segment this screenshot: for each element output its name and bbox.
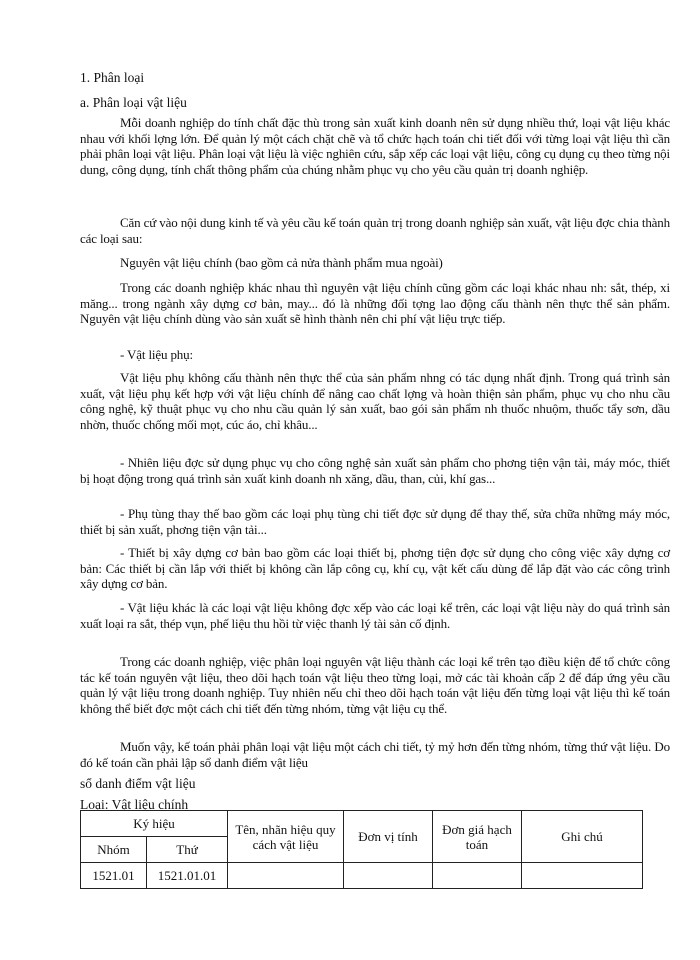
header-kyhieu: Ký hiệu bbox=[81, 811, 228, 837]
cell-ghichu bbox=[522, 863, 643, 889]
header-ten: Tên, nhãn hiệu quy cách vật liệu bbox=[228, 811, 344, 863]
table-header-row bbox=[81, 811, 643, 837]
cell-dongia bbox=[433, 863, 522, 889]
section-heading: 1. Phân loại bbox=[80, 70, 145, 85]
paragraph-detail: Muốn vậy, kế toán phải phân loại vật liệu một cách chi tiết, tỷ mỷ hơn đến từng nhóm, từng thứ vật liệu. Do đó kế toán cần phải lập sổ danh điểm vật liệu bbox=[80, 739, 670, 770]
cell-nhom: 1521.01 bbox=[81, 863, 147, 889]
cell-thu: 1521.01.01 bbox=[147, 863, 228, 889]
header-ghichu: Ghi chú bbox=[522, 811, 643, 863]
paragraph-intro: Mỗi doanh nghiệp do tính chất đặc thù trong sản xuất kinh doanh nên sử dụng nhiều thứ, loại vật liệu khác nhau với khối lợng lớn. Để quản lý một cách chặt chẽ và tổ chức hạch toán chi tiết đối với từng loại vật liệu thì cần phải phân loại vật liệu. Phân loại vật liệu là việc nghiên cứu, sắp xếp các loại vật liệu, công cụ dụng cụ theo từng nội dung, công dụng, tính chất thông phẩm của chúng nhằm phục vụ cho yêu cầu quản trị doanh nghiệp. bbox=[80, 115, 670, 177]
cell-ten bbox=[228, 863, 344, 889]
header-dongia: Đơn giá hạch toán bbox=[433, 811, 522, 863]
paragraph-construction-equipment: - Thiết bị xây dựng cơ bản bao gồm các loại thiết bị, phơng tiện đợc sử dụng cho công việc xây dựng cơ bản: Các thiết bị cần lắp với thiết bị không cần lắp công cụ, khí cụ, vật kết cấu dùng để lắp đặt vào các công trình xây dựng cơ bản. bbox=[80, 545, 670, 592]
paragraph-fuel: - Nhiên liệu đợc sử dụng phục vụ cho công nghệ sản xuất sản phẩm cho phơng tiện vận tải, máy móc, thiết bị hoạt động trong quá trình sản xuất kinh doanh nh xăng, dầu, than, củi, khí gas... bbox=[80, 455, 670, 486]
item-auxiliary-material: - Vật liệu phụ: bbox=[120, 347, 193, 362]
material-catalog-table bbox=[80, 810, 643, 889]
header-donvi: Đơn vị tính bbox=[344, 811, 433, 863]
category-label: Loại: Vật liệu chính bbox=[80, 797, 189, 812]
cell-donvi bbox=[344, 863, 433, 889]
header-nhom: Nhóm bbox=[81, 837, 147, 863]
paragraph-accounting: Trong các doanh nghiệp, việc phân loại nguyên vật liệu thành các loại kể trên tạo điều kiện để tổ chức công tác kế toán nguyên vật liệu, theo dõi hạch toán vật liệu theo từng loại, mở các tài khoản cấp 2 để đáp ứng yêu cầu quản lý vật liệu trong doanh nghiệp. Tuy nhiên nếu chỉ theo dõi hạch toán vật liệu đến từng loại vật liệu thì kế toán không thể biết đợc một cách chi tiết đến từng nhóm, từng vật liệu cụ thể. bbox=[80, 654, 670, 716]
paragraph-classification: Căn cứ vào nội dung kinh tế và yêu cầu kế toán quản trị trong doanh nghiệp sản xuất, vật liệu đợc chia thành các loại sau: bbox=[80, 215, 670, 246]
table-row bbox=[81, 863, 643, 889]
paragraph-auxiliary-material: Vật liệu phụ không cấu thành nên thực thể của sản phẩm nhng có tác dụng nhất định. Trong quá trình sản xuất, vật liệu phụ kết hợp với vật liệu chính để nâng cao chất lợng và hoàn thiện sản phẩm, phục vụ cho nhu cầu công nghệ, kỹ thuật phục vụ cho nhu cầu quản lý sản xuất, bao gói sản phẩm nh thuốc nhuộm, thuốc tẩy sơn, dầu nhờn, thuốc chống mối mọt, cúc áo, chỉ khâu... bbox=[80, 370, 670, 432]
subsection-heading: a. Phân loại vật liệu bbox=[80, 95, 187, 110]
book-title: sổ danh điểm vật liệu bbox=[80, 776, 196, 791]
paragraph-other-materials: - Vật liệu khác là các loại vật liệu không đợc xếp vào các loại kể trên, các loại vật liệu này do quá trình sản xuất loại ra sắt, thép vụn, phế liệu thu hồi từ việc thanh lý tài sản cố định. bbox=[80, 600, 670, 631]
paragraph-spare-parts: - Phụ tùng thay thế bao gồm các loại phụ tùng chi tiết đợc sử dụng để thay thế, sửa chữa những máy móc, thiết bị sản xuất, phơng tiện vận tải... bbox=[80, 506, 670, 537]
item-main-material: Nguyên vật liệu chính (bao gồm cả nửa thành phẩm mua ngoài) bbox=[120, 255, 443, 270]
paragraph-main-material: Trong các doanh nghiệp khác nhau thì nguyên vật liệu chính cũng gồm các loại khác nhau nh: sắt, thép, xi măng... trong ngành xây dựng cơ bản, may... đó là những đối tợng lao động cấu thành nên thực thể sản phẩm. Nguyên vật liệu chính dùng vào sản xuất sẽ hình thành nên chi phí vật liệu trực tiếp. bbox=[80, 280, 670, 327]
header-thu: Thứ bbox=[147, 837, 228, 863]
